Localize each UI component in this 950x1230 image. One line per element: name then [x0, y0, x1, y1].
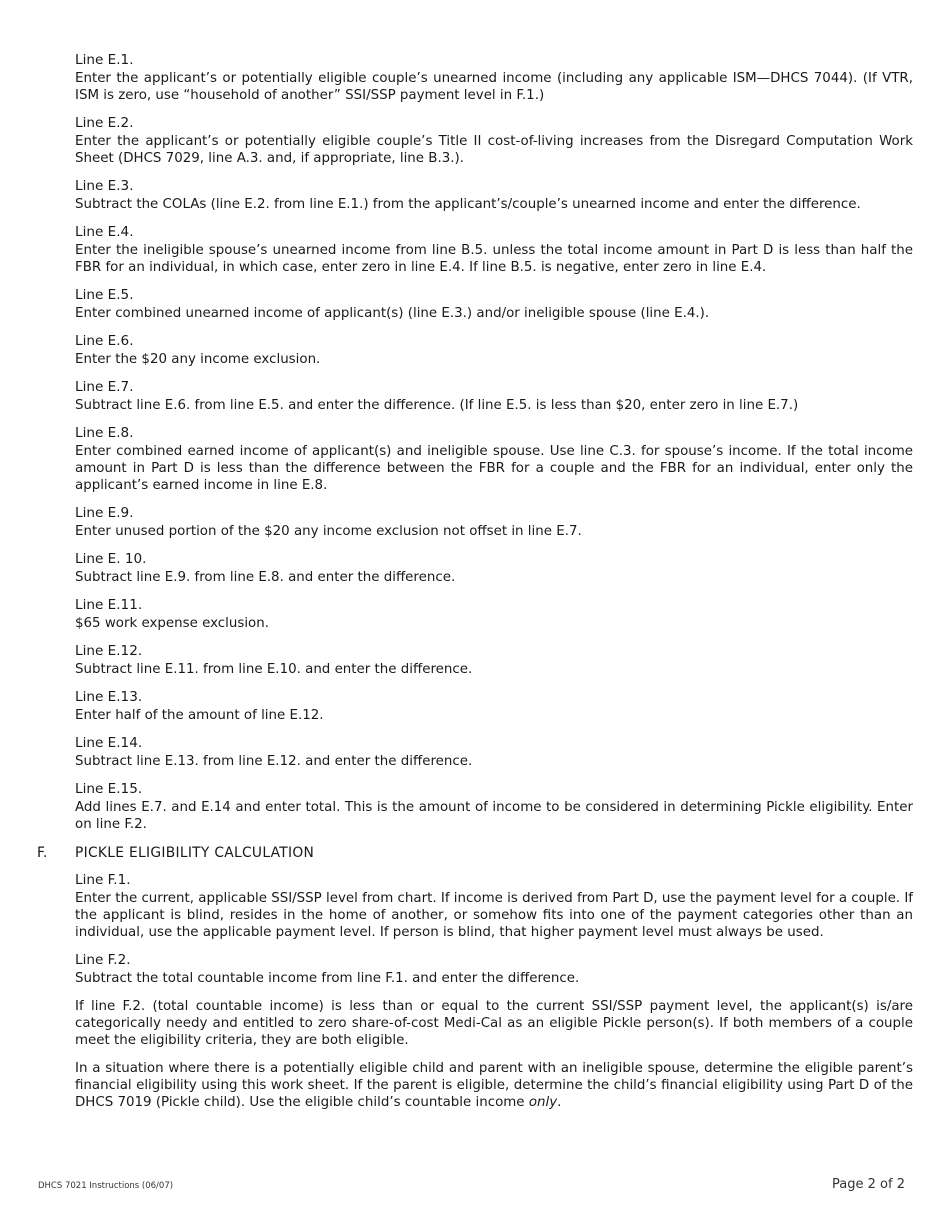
line-entry: [75, 735, 913, 770]
line-instruction: Enter the applicant’s or potentially eligible couple’s unearned income (including any applicable ISM—DHCS 7044). (If VTR, ISM is zero, use “household of another” SSI/SSP payment level in F.1.): [75, 71, 913, 103]
line-entry: [75, 643, 913, 678]
line-instruction: Subtract the total countable income from line F.1. and enter the difference.: [75, 971, 580, 986]
document-content: [37, 52, 913, 1122]
section-f-lines: [75, 872, 913, 987]
line-label: Line F.2.: [75, 952, 131, 968]
child-parent-paragraph: [75, 1060, 913, 1111]
line-label: Line E.2.: [75, 115, 134, 131]
line-instruction: Subtract the COLAs (line E.2. from line E.1.) from the applicant’s/couple’s unearned income and enter the difference.: [75, 197, 861, 212]
line-instruction: Subtract line E.13. from line E.12. and enter the difference.: [75, 754, 473, 769]
line-instruction: Subtract line E.6. from line E.5. and enter the difference. (If line E.5. is less than $20, enter zero in line E.7.): [75, 398, 799, 413]
eligibility-paragraph: If line F.2. (total countable income) is less than or equal to the current SSI/SSP payment level, the applicant(s) is/are categorically needy and entitled to zero share-of-cost Medi-Cal as an eligible Pickle person(s). If both members of a couple meet the eligibility criteria, they are both eligible.: [75, 999, 913, 1048]
line-label: Line E.3.: [75, 178, 134, 194]
line-label: Line E.14.: [75, 735, 143, 751]
line-entry: [75, 425, 913, 494]
line-entry: [75, 689, 913, 724]
section-f-heading: [37, 844, 913, 862]
form-id: DHCS 7021 Instructions (06/07): [38, 1181, 174, 1191]
line-entry: [75, 287, 913, 322]
line-instruction: Enter the current, applicable SSI/SSP level from chart. If income is derived from Part D, use the payment level for a couple. If the applicant is blind, resides in the home of another, or somehow fits into one of the payment categories other than an individual, use the applicable payment level. If person is blind, that higher payment level must always be used.: [75, 891, 913, 940]
line-instruction: Enter the $20 any income exclusion.: [75, 352, 321, 367]
line-instruction: Enter combined earned income of applicant(s) and ineligible spouse. Use line C.3. for spouse’s income. If the total income amount in Part D is less than the difference between the FBR for a couple and the FBR for an individual, enter only the applicant’s earned income in line E.8.: [75, 444, 913, 493]
line-label: Line E.5.: [75, 287, 134, 303]
line-label: Line E.13.: [75, 689, 143, 705]
line-entry: [75, 333, 913, 368]
line-entry: [75, 872, 913, 941]
page-number: Page 2 of 2: [832, 1177, 905, 1192]
line-instruction: $65 work expense exclusion.: [75, 616, 269, 631]
line-entry: [75, 52, 913, 104]
line-label: Line F.1.: [75, 872, 131, 888]
emphasis-text: only: [528, 1095, 558, 1110]
line-entry: [75, 379, 913, 414]
line-entry: [75, 597, 913, 632]
line-entry: [75, 952, 913, 987]
line-label: Line E.9.: [75, 505, 134, 521]
line-label: Line E.11.: [75, 597, 143, 613]
line-label: Line E.4.: [75, 224, 134, 240]
section-letter: F.: [37, 845, 48, 861]
line-entry: [75, 781, 913, 833]
line-instruction: Enter half of the amount of line E.12.: [75, 708, 324, 723]
line-instruction: Enter the ineligible spouse’s unearned income from line B.5. unless the total income amount in Part D is less than half the FBR for an individual, in which case, enter zero in line E.4. If line B.5. is negative, enter zero in line E.4.: [75, 243, 913, 275]
line-label: Line E.7.: [75, 379, 134, 395]
line-label: Line E.6.: [75, 333, 134, 349]
paragraph-end: .: [557, 1095, 562, 1110]
line-label: Line E.12.: [75, 643, 143, 659]
line-entry: [75, 505, 913, 540]
section-e-lines: [75, 52, 913, 833]
line-instruction: Enter unused portion of the $20 any income exclusion not offset in line E.7.: [75, 524, 582, 539]
line-instruction: Enter the applicant’s or potentially eligible couple’s Title II cost-of-living increases from the Disregard Computation Work Sheet (DHCS 7029, line A.3. and, if appropriate, line B.3.).: [75, 134, 913, 166]
line-instruction: Add lines E.7. and E.14 and enter total. This is the amount of income to be considered in determining Pickle eligibility. Enter on line F.2.: [75, 800, 913, 832]
line-label: Line E.1.: [75, 52, 134, 68]
line-label: Line E.15.: [75, 781, 143, 797]
line-label: Line E.8.: [75, 425, 134, 441]
line-entry: [75, 551, 913, 586]
line-instruction: Enter combined unearned income of applicant(s) (line E.3.) and/or ineligible spouse (line E.4.).: [75, 306, 710, 321]
line-instruction: Subtract line E.11. from line E.10. and enter the difference.: [75, 662, 473, 677]
line-entry: [75, 115, 913, 167]
line-label: Line E. 10.: [75, 551, 147, 567]
line-entry: [75, 178, 913, 213]
paragraph-text: In a situation where there is a potentially eligible child and parent with an ineligible spouse, determine the eligible parent’s financial eligibility using this work sheet. If the parent is eligible, determine the child’s financial eligibility using Part D of the DHCS 7019 (Pickle child). Use the eligible child’s countable income: [75, 1061, 913, 1110]
section-title: PICKLE ELIGIBILITY CALCULATION: [75, 845, 315, 861]
line-instruction: Subtract line E.9. from line E.8. and enter the difference.: [75, 570, 456, 585]
line-entry: [75, 224, 913, 276]
